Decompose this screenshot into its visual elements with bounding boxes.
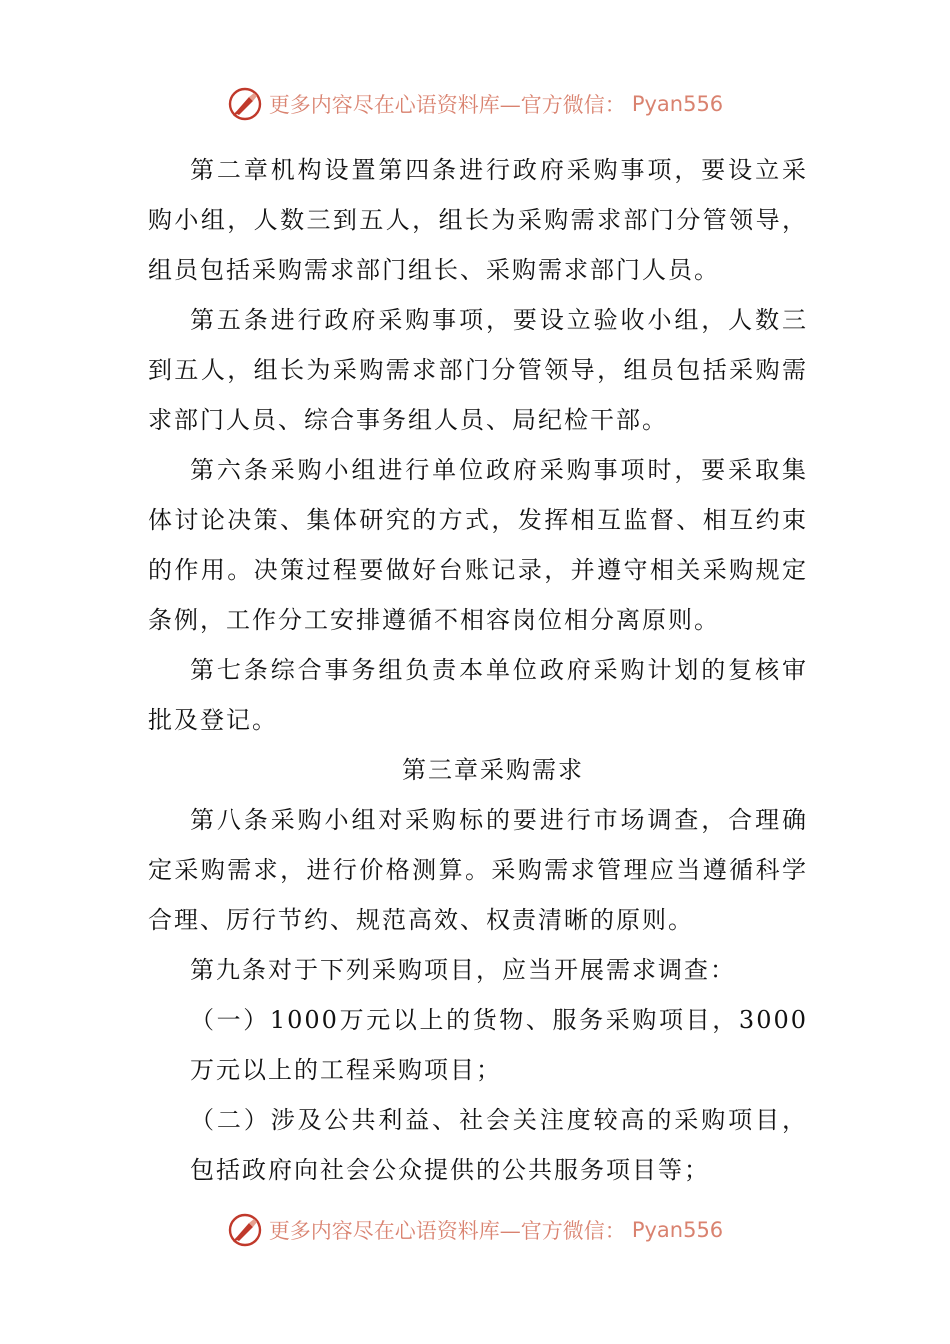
watermark-wechat-id: Pyan556 [631,92,724,116]
watermark-text: 更多内容尽在心语资料库—官方微信： [268,1219,626,1243]
paragraph-article-5: 第五条进行政府采购事项，要设立验收小组，人数三到五人，组长为采购需求部门分管领导，组员包括采购需求部门人员、综合事务组人员、局纪检干部。 [148,306,808,434]
paragraph-article-9: 第九条对于下列采购项目，应当开展需求调查： [190,956,736,984]
paragraph-article-7: 第七条综合事务组负责本单位政府采购计划的复核审批及登记。 [148,656,808,734]
paragraph-article-6: 第六条采购小组进行单位政府采购事项时，要采取集体讨论决策、集体研究的方式，发挥相互监督、相互约束的作用。决策过程要做好台账记录，并遵守相关采购规定条例，工作分工安排遵循不相容岗位相分离原则。 [148,456,808,634]
pen-nib-logo-icon [227,86,263,122]
document-body [148,145,808,1195]
paragraph-article-4: 第二章机构设置第四条进行政府采购事项，要设立采购小组，人数三到五人，组长为采购需求部门分管领导，组员包括采购需求部门组长、采购需求部门人员。 [148,156,808,284]
watermark-wechat-id: Pyan556 [631,1218,724,1242]
watermark-banner-top [0,82,950,126]
paragraph-article-8: 第八条采购小组对采购标的要进行市场调查，合理确定采购需求，进行价格测算。采购需求管理应当遵循科学合理、厉行节约、规范高效、权责清晰的原则。 [148,806,808,934]
list-item-1: （一）1000万元以上的货物、服务采购项目，3000万元以上的工程采购项目； [190,1006,808,1084]
chapter-heading: 第三章采购需求 [402,756,584,784]
pen-nib-logo-icon [227,1212,263,1248]
watermark-text: 更多内容尽在心语资料库—官方微信： [268,93,626,117]
list-item-2: （二）涉及公共利益、社会关注度较高的采购项目，包括政府向社会公众提供的公共服务项目等； [190,1106,808,1184]
watermark-banner-bottom [0,1208,950,1252]
